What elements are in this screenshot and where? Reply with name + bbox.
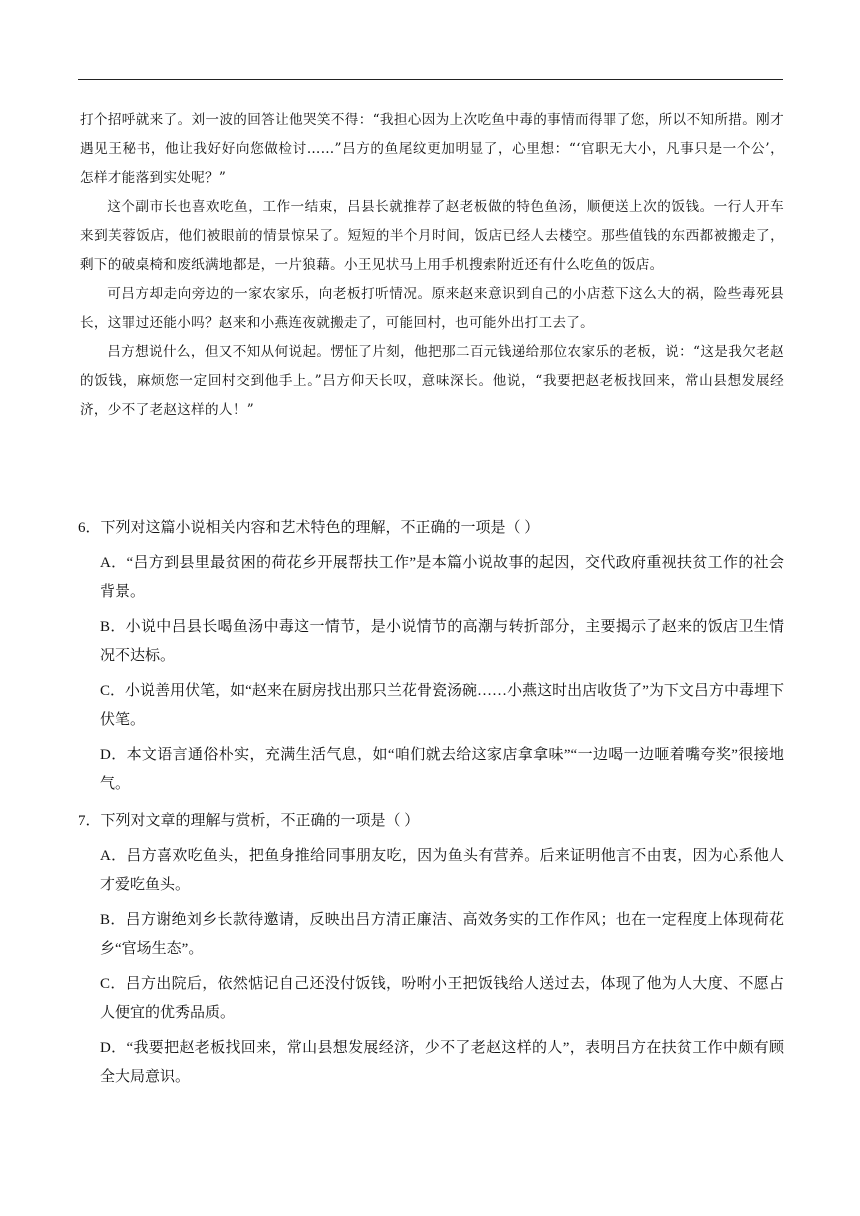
passage-paragraph: 这个副市长也喜欢吃鱼，工作一结束，吕县长就推荐了赵老板做的特色鱼汤，顺便送上次的饭钱。一行人开车来到芙蓉饭店，他们被眼前的情景惊呆了。短短的半个月时间，饭店已经人去楼空。那些值钱的东西都被搬走了，剩下的破桌椅和废纸满地都是，一片狼藉。小王见状马上用手机搜索附近还有什么吃鱼的饭店。 <box>80 199 784 273</box>
question-6 <box>78 514 784 799</box>
option-a: A．“吕方到县里最贫困的荷花乡开展帮扶工作”是本篇小说故事的起因，交代政府重视扶贫工作的社会背景。 <box>100 555 784 600</box>
option-b: B．吕方谢绝刘乡长款待邀请，反映出吕方清正廉洁、高效务实的工作作风；也在一定程度上体现荷花乡“官场生态”。 <box>100 912 784 957</box>
option-d: D．“我要把赵老板找回来，常山县想发展经济，少不了老赵这样的人”，表明吕方在扶贫工作中颇有顾全大局意识。 <box>100 1040 784 1085</box>
passage-paragraph: 打个招呼就来了。刘一波的回答让他哭笑不得：“我担心因为上次吃鱼中毒的事情而得罪了您，所以不知所措。刚才遇见王秘书，他让我好好向您做检讨……”吕方的鱼尾纹更加明显了，心里想：“‘官职无大小，凡事只是一个公’，怎样才能落到实处呢？” <box>80 112 784 186</box>
question-7 <box>78 807 784 1092</box>
option-d: D．本文语言通俗朴实，充满生活气息，如“咱们就去给这家店拿拿味”“一边喝一边咂着嘴夸奖”很接地气。 <box>100 747 784 792</box>
question-stem: 6．下列对这篇小说相关内容和艺术特色的理解，不正确的一项是（ ） <box>78 520 540 536</box>
passage-paragraph: 吕方想说什么，但又不知从何说起。愣怔了片刻，他把那二百元钱递给那位农家乐的老板，说：“这是我欠老赵的饭钱，麻烦您一定回村交到他手上。”吕方仰天长叹，意味深长。他说，“我要把赵老板找回来，常山县想发展经济，少不了老赵这样的人！” <box>80 344 784 418</box>
option-b: B．小说中吕县长喝鱼汤中毒这一情节，是小说情节的高潮与转折部分，主要揭示了赵来的饭店卫生情况不达标。 <box>100 619 784 664</box>
question-stem: 7．下列对文章的理解与赏析，不正确的一项是（ ） <box>78 813 420 829</box>
header-rule <box>78 79 783 80</box>
option-c: C．吕方出院后，依然惦记自己还没付饭钱，吩咐小王把饭钱给人送过去，体现了他为人大度、不愿占人便宜的优秀品质。 <box>100 976 784 1021</box>
option-c: C．小说善用伏笔，如“赵来在厨房找出那只兰花骨瓷汤碗……小燕这时出店收货了”为下文吕方中毒埋下伏笔。 <box>100 683 784 728</box>
question-section <box>78 514 784 1092</box>
option-a: A．吕方喜欢吃鱼头，把鱼身推给同事朋友吃，因为鱼头有营养。后来证明他言不由衷，因为心系他人才爱吃鱼头。 <box>100 848 784 893</box>
story-passage <box>80 106 784 425</box>
passage-paragraph: 可吕方却走向旁边的一家农家乐，向老板打听情况。原来赵来意识到自己的小店惹下这么大的祸，险些毒死县长，这罪过还能小吗？赵来和小燕连夜就搬走了，可能回村，也可能外出打工去了。 <box>80 286 784 331</box>
